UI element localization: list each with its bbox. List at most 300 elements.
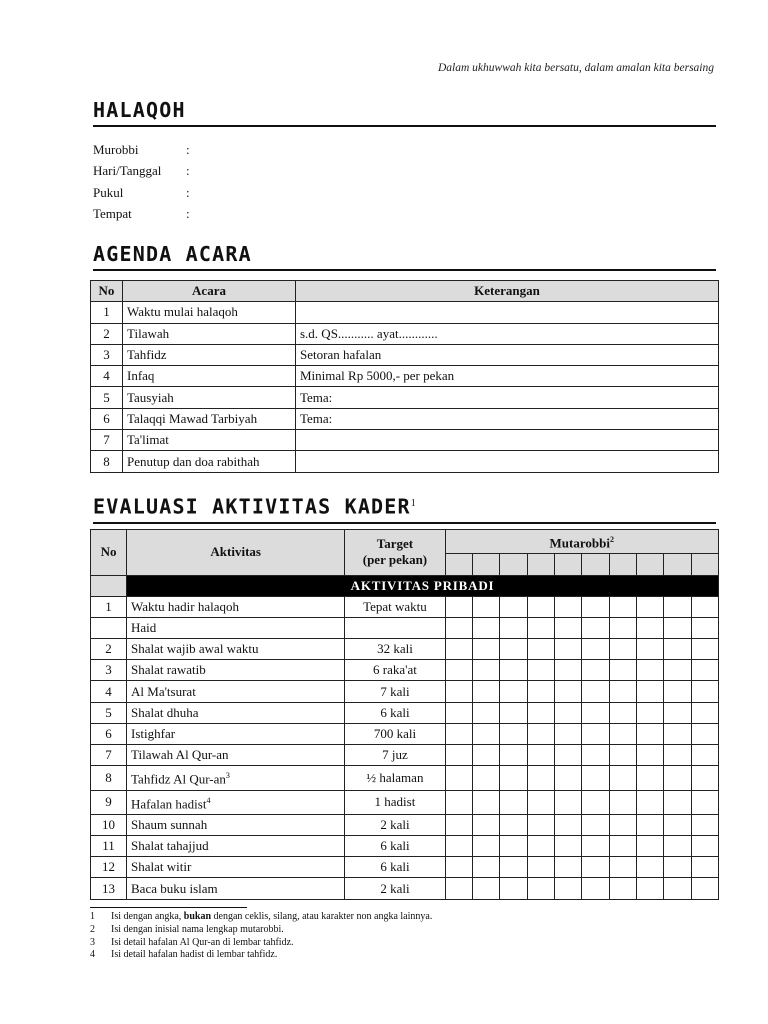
mutarobbi-score-cell[interactable] — [554, 660, 581, 681]
mutarobbi-score-cell[interactable] — [472, 878, 499, 899]
info-colon: : — [186, 206, 190, 222]
mutarobbi-score-cell[interactable] — [527, 681, 554, 702]
mutarobbi-score-cell[interactable] — [554, 857, 581, 878]
agenda-row — [91, 387, 719, 408]
mutarobbi-score-cell[interactable] — [664, 790, 691, 814]
mutarobbi-score-cell[interactable] — [582, 639, 609, 660]
mutarobbi-score-cell[interactable] — [472, 660, 499, 681]
agenda-keterangan — [296, 451, 719, 472]
evaluasi-target: Tepat waktu — [345, 596, 445, 617]
mutarobbi-score-cell[interactable] — [664, 596, 691, 617]
aktivitas-label: Haid — [131, 619, 157, 635]
mutarobbi-score-cell[interactable] — [445, 766, 472, 790]
mutarobbi-score-cell[interactable] — [636, 660, 663, 681]
mutarobbi-score-cell[interactable] — [472, 766, 499, 790]
mutarobbi-header-cell[interactable] — [527, 554, 554, 575]
mutarobbi-score-cell[interactable] — [527, 723, 554, 744]
mutarobbi-score-cell[interactable] — [664, 617, 691, 638]
agenda-keterangan: s.d. QS........... ayat............ — [296, 323, 719, 344]
mutarobbi-score-cell[interactable] — [664, 814, 691, 835]
evaluasi-aktivitas — [127, 617, 345, 638]
footnote — [90, 937, 432, 950]
mutarobbi-score-cell[interactable] — [527, 878, 554, 899]
footnote-text-part: dengan ceklis, silang, atau karakter non angka lainnya. — [211, 911, 433, 922]
mutarobbi-score-cell[interactable] — [527, 596, 554, 617]
mutarobbi-score-cell[interactable] — [636, 596, 663, 617]
mutarobbi-score-cell[interactable] — [609, 836, 636, 857]
mutarobbi-score-cell[interactable] — [472, 596, 499, 617]
mutarobbi-score-cell[interactable] — [636, 681, 663, 702]
mutarobbi-score-cell[interactable] — [664, 857, 691, 878]
evaluasi-no: 12 — [91, 857, 127, 878]
aktivitas-label: Shaum sunnah — [131, 816, 208, 832]
evaluasi-no: 7 — [91, 745, 127, 766]
mutarobbi-score-cell[interactable] — [500, 702, 527, 723]
evaluasi-target: 6 kali — [345, 857, 445, 878]
agenda-title: AGENDA ACARA — [93, 242, 716, 271]
evaluasi-no: 4 — [91, 681, 127, 702]
evaluasi-aktivitas — [127, 857, 345, 878]
mutarobbi-score-cell[interactable] — [609, 857, 636, 878]
info-row-pukul — [93, 182, 196, 204]
evaluasi-aktivitas — [127, 814, 345, 835]
evaluasi-target: 32 kali — [345, 639, 445, 660]
agenda-header-row — [91, 281, 719, 302]
evaluasi-aktivitas — [127, 878, 345, 899]
footnote-emphasis: bukan — [183, 911, 212, 922]
agenda-no: 4 — [91, 366, 123, 387]
footnote-text — [111, 937, 294, 950]
mutarobbi-header-cell[interactable] — [664, 554, 691, 575]
mutarobbi-score-cell[interactable] — [445, 596, 472, 617]
halaqoh-title: HALAQOH — [93, 98, 716, 127]
evaluasi-row — [91, 660, 719, 681]
info-label: Pukul — [93, 184, 124, 200]
mutarobbi-score-cell[interactable] — [554, 681, 581, 702]
info-row-tempat — [93, 204, 196, 226]
mutarobbi-score-cell[interactable] — [554, 617, 581, 638]
mutarobbi-score-cell[interactable] — [636, 857, 663, 878]
info-label: Hari/Tanggal — [93, 163, 162, 179]
evaluasi-no: 8 — [91, 766, 127, 790]
evaluasi-row — [91, 596, 719, 617]
mutarobbi-score-cell[interactable] — [609, 723, 636, 744]
footnote-number: 1 — [90, 911, 95, 922]
mutarobbi-score-cell[interactable] — [472, 790, 499, 814]
agenda-row — [91, 430, 719, 451]
footnote-text — [111, 924, 284, 937]
aktivitas-label: Tilawah Al Qur-an — [131, 747, 229, 763]
tagline: Dalam ukhuwwah kita bersatu, dalam amalan kita bersaing — [438, 62, 714, 74]
mutarobbi-score-cell[interactable] — [472, 639, 499, 660]
mutarobbi-score-cell[interactable] — [500, 836, 527, 857]
mutarobbi-score-cell[interactable] — [609, 878, 636, 899]
mutarobbi-score-cell[interactable] — [445, 790, 472, 814]
evaluasi-no: 3 — [91, 660, 127, 681]
footnote-text — [111, 911, 432, 924]
mutarobbi-header-cell[interactable] — [609, 554, 636, 575]
evaluasi-title-text: EVALUASI AKTIVITAS KADER — [93, 494, 411, 519]
mutarobbi-score-cell[interactable] — [636, 702, 663, 723]
mutarobbi-score-cell[interactable] — [527, 766, 554, 790]
aktivitas-footnote-ref: 3 — [225, 771, 230, 781]
mutarobbi-score-cell[interactable] — [582, 681, 609, 702]
mutarobbi-score-cell[interactable] — [445, 617, 472, 638]
aktivitas-label: Shalat tahajjud — [131, 838, 209, 854]
aktivitas-label: Tahfidz Al Qur-an — [131, 771, 226, 787]
footnote-text — [111, 949, 277, 962]
mutarobbi-score-cell[interactable] — [691, 702, 718, 723]
aktivitas-label: Shalat dhuha — [131, 704, 199, 720]
mutarobbi-score-cell[interactable] — [500, 766, 527, 790]
footnote-text-part: Isi detail hafalan Al Qur-an di lembar tahfidz. — [111, 936, 294, 948]
mutarobbi-header-cell[interactable] — [472, 554, 499, 575]
mutarobbi-score-cell[interactable] — [664, 660, 691, 681]
evaluasi-aktivitas — [127, 596, 345, 617]
evaluasi-no: 9 — [91, 790, 127, 814]
mutarobbi-score-cell[interactable] — [445, 836, 472, 857]
mutarobbi-score-cell[interactable] — [609, 639, 636, 660]
evaluasi-aktivitas — [127, 766, 345, 790]
mutarobbi-score-cell[interactable] — [609, 681, 636, 702]
band-row — [91, 575, 719, 596]
mutarobbi-score-cell[interactable] — [664, 836, 691, 857]
mutarobbi-score-cell[interactable] — [554, 766, 581, 790]
mutarobbi-score-cell[interactable] — [691, 596, 718, 617]
evaluasi-no: 1 — [91, 596, 127, 617]
agenda-row — [91, 302, 719, 323]
evaluasi-target: 6 kali — [345, 836, 445, 857]
mutarobbi-score-cell[interactable] — [472, 857, 499, 878]
agenda-acara: Talaqqi Mawad Tarbiyah — [123, 408, 296, 429]
mutarobbi-score-cell[interactable] — [445, 723, 472, 744]
evaluasi-row — [91, 857, 719, 878]
mutarobbi-score-cell[interactable] — [582, 660, 609, 681]
footnote-number: 4 — [90, 949, 95, 961]
evaluasi-target: 2 kali — [345, 814, 445, 835]
mutarobbi-score-cell[interactable] — [582, 857, 609, 878]
agenda-table — [90, 280, 719, 473]
agenda-row — [91, 408, 719, 429]
aktivitas-label: Istighfar — [131, 725, 176, 741]
evaluasi-aktivitas — [127, 681, 345, 702]
mutarobbi-score-cell[interactable] — [636, 766, 663, 790]
footnote-divider — [90, 907, 247, 908]
evaluasi-target: 1 hadist — [345, 790, 445, 814]
mutarobbi-score-cell[interactable] — [609, 702, 636, 723]
mutarobbi-score-cell[interactable] — [500, 639, 527, 660]
evaluasi-no: 13 — [91, 878, 127, 899]
aktivitas-footnote-ref: 4 — [206, 795, 211, 805]
mutarobbi-score-cell[interactable] — [582, 878, 609, 899]
mutarobbi-footnote-ref: 2 — [609, 535, 614, 544]
mutarobbi-score-cell[interactable] — [664, 681, 691, 702]
evaluasi-row — [91, 617, 719, 638]
mutarobbi-header-cell[interactable] — [582, 554, 609, 575]
agenda-body — [91, 302, 719, 472]
mutarobbi-score-cell[interactable] — [691, 836, 718, 857]
mutarobbi-score-cell[interactable] — [527, 660, 554, 681]
mutarobbi-score-cell[interactable] — [500, 814, 527, 835]
footnote — [90, 949, 432, 962]
mutarobbi-score-cell[interactable] — [636, 723, 663, 744]
evaluasi-row — [91, 681, 719, 702]
mutarobbi-score-cell[interactable] — [527, 745, 554, 766]
info-row-murobbi — [93, 139, 196, 161]
footnote-number: 2 — [90, 923, 95, 935]
agenda-acara: Tahfidz — [123, 344, 296, 365]
evaluasi-aktivitas — [127, 790, 345, 814]
mutarobbi-score-cell[interactable] — [691, 617, 718, 638]
evaluasi-aktivitas — [127, 639, 345, 660]
mutarobbi-header-cell[interactable] — [445, 554, 472, 575]
footnote — [90, 924, 432, 937]
evaluasi-row — [91, 836, 719, 857]
mutarobbi-score-cell[interactable] — [582, 814, 609, 835]
agenda-acara: Penutup dan doa rabithah — [123, 451, 296, 472]
footnote-number: 3 — [90, 936, 95, 948]
mutarobbi-score-cell[interactable] — [691, 790, 718, 814]
mutarobbi-score-cell[interactable] — [582, 790, 609, 814]
mutarobbi-score-cell[interactable] — [445, 745, 472, 766]
evaluasi-no: 6 — [91, 723, 127, 744]
info-colon: : — [186, 163, 190, 179]
mutarobbi-score-cell[interactable] — [691, 878, 718, 899]
mutarobbi-score-cell[interactable] — [527, 814, 554, 835]
col-header-no: No — [91, 530, 127, 576]
aktivitas-label: Baca buku islam — [131, 880, 218, 896]
mutarobbi-score-cell[interactable] — [582, 745, 609, 766]
mutarobbi-score-cell[interactable] — [636, 878, 663, 899]
mutarobbi-score-cell[interactable] — [527, 857, 554, 878]
info-label: Tempat — [93, 206, 132, 222]
agenda-row — [91, 451, 719, 472]
agenda-keterangan: Tema: — [296, 387, 719, 408]
mutarobbi-score-cell[interactable] — [472, 702, 499, 723]
col-header-acara: Acara — [123, 281, 296, 302]
info-row-hari-tanggal — [93, 161, 196, 183]
mutarobbi-score-cell[interactable] — [636, 790, 663, 814]
col-header-no: No — [91, 281, 123, 302]
mutarobbi-score-cell[interactable] — [527, 702, 554, 723]
mutarobbi-score-cell[interactable] — [472, 617, 499, 638]
agenda-row — [91, 323, 719, 344]
mutarobbi-score-cell[interactable] — [500, 617, 527, 638]
mutarobbi-score-cell[interactable] — [609, 617, 636, 638]
aktivitas-label: Hafalan hadist — [131, 795, 207, 811]
col-header-aktivitas: Aktivitas — [127, 530, 345, 576]
mutarobbi-score-cell[interactable] — [664, 723, 691, 744]
mutarobbi-score-cell[interactable] — [527, 639, 554, 660]
evaluasi-title — [93, 492, 716, 524]
evaluasi-no: 5 — [91, 702, 127, 723]
footnote-text-part: Isi dengan angka, — [111, 911, 184, 922]
mutarobbi-score-cell[interactable] — [472, 836, 499, 857]
aktivitas-label: Al Ma'tsurat — [131, 683, 196, 699]
mutarobbi-score-cell[interactable] — [554, 596, 581, 617]
evaluasi-target — [345, 617, 445, 638]
evaluasi-body — [91, 575, 719, 899]
mutarobbi-score-cell[interactable] — [636, 836, 663, 857]
mutarobbi-score-cell[interactable] — [582, 617, 609, 638]
mutarobbi-score-cell[interactable] — [691, 639, 718, 660]
evaluasi-target: 7 juz — [345, 745, 445, 766]
mutarobbi-score-cell[interactable] — [664, 639, 691, 660]
mutarobbi-score-cell[interactable] — [691, 766, 718, 790]
mutarobbi-score-cell[interactable] — [445, 878, 472, 899]
evaluasi-target: ½ halaman — [345, 766, 445, 790]
mutarobbi-score-cell[interactable] — [445, 639, 472, 660]
agenda-no: 2 — [91, 323, 123, 344]
mutarobbi-score-cell[interactable] — [691, 660, 718, 681]
agenda-row — [91, 344, 719, 365]
mutarobbi-score-cell[interactable] — [582, 596, 609, 617]
footnotes — [90, 911, 432, 962]
evaluasi-target: 6 raka'at — [345, 660, 445, 681]
mutarobbi-score-cell[interactable] — [445, 814, 472, 835]
mutarobbi-score-cell[interactable] — [636, 639, 663, 660]
agenda-keterangan — [296, 302, 719, 323]
agenda-acara: Infaq — [123, 366, 296, 387]
mutarobbi-score-cell[interactable] — [609, 745, 636, 766]
mutarobbi-score-cell[interactable] — [445, 702, 472, 723]
evaluasi-row — [91, 639, 719, 660]
mutarobbi-score-cell[interactable] — [472, 723, 499, 744]
info-colon: : — [186, 184, 190, 200]
agenda-row — [91, 366, 719, 387]
agenda-no: 3 — [91, 344, 123, 365]
mutarobbi-score-cell[interactable] — [664, 766, 691, 790]
agenda-keterangan: Minimal Rp 5000,- per pekan — [296, 366, 719, 387]
mutarobbi-score-cell[interactable] — [609, 766, 636, 790]
evaluasi-target: 700 kali — [345, 723, 445, 744]
mutarobbi-score-cell[interactable] — [527, 617, 554, 638]
mutarobbi-score-cell[interactable] — [609, 660, 636, 681]
mutarobbi-header-cell[interactable] — [554, 554, 581, 575]
mutarobbi-score-cell[interactable] — [691, 681, 718, 702]
halaqoh-info — [93, 139, 196, 225]
mutarobbi-score-cell[interactable] — [636, 617, 663, 638]
evaluasi-target: 6 kali — [345, 702, 445, 723]
mutarobbi-score-cell[interactable] — [527, 790, 554, 814]
mutarobbi-score-cell[interactable] — [500, 660, 527, 681]
mutarobbi-score-cell[interactable] — [691, 723, 718, 744]
mutarobbi-score-cell[interactable] — [445, 660, 472, 681]
evaluasi-title-footnote-ref: 1 — [410, 498, 416, 509]
mutarobbi-score-cell[interactable] — [636, 745, 663, 766]
mutarobbi-score-cell[interactable] — [500, 857, 527, 878]
mutarobbi-score-cell[interactable] — [691, 857, 718, 878]
mutarobbi-score-cell[interactable] — [554, 790, 581, 814]
mutarobbi-score-cell[interactable] — [554, 723, 581, 744]
evaluasi-aktivitas — [127, 702, 345, 723]
agenda-keterangan — [296, 430, 719, 451]
mutarobbi-score-cell[interactable] — [472, 814, 499, 835]
mutarobbi-score-cell[interactable] — [582, 766, 609, 790]
evaluasi-row — [91, 814, 719, 835]
mutarobbi-score-cell[interactable] — [691, 814, 718, 835]
info-label: Murobbi — [93, 141, 139, 157]
mutarobbi-score-cell[interactable] — [554, 702, 581, 723]
mutarobbi-score-cell[interactable] — [500, 878, 527, 899]
mutarobbi-score-cell[interactable] — [609, 814, 636, 835]
mutarobbi-score-cell[interactable] — [554, 639, 581, 660]
mutarobbi-score-cell[interactable] — [445, 681, 472, 702]
agenda-acara: Tausyiah — [123, 387, 296, 408]
mutarobbi-header-cell[interactable] — [691, 554, 718, 575]
footnote — [90, 911, 432, 924]
mutarobbi-score-cell[interactable] — [582, 836, 609, 857]
agenda-no: 8 — [91, 451, 123, 472]
evaluasi-row — [91, 766, 719, 790]
evaluasi-aktivitas — [127, 836, 345, 857]
footnote-text-part: Isi detail hafalan hadist di lembar tahfidz. — [111, 949, 278, 961]
col-header-mutarobbi — [445, 530, 718, 554]
mutarobbi-score-cell[interactable] — [472, 745, 499, 766]
mutarobbi-score-cell[interactable] — [554, 836, 581, 857]
mutarobbi-score-cell[interactable] — [500, 745, 527, 766]
mutarobbi-score-cell[interactable] — [500, 596, 527, 617]
agenda-acara: Waktu mulai halaqoh — [123, 302, 296, 323]
mutarobbi-score-cell[interactable] — [445, 857, 472, 878]
evaluasi-row — [91, 702, 719, 723]
evaluasi-target: 2 kali — [345, 878, 445, 899]
agenda-acara: Tilawah — [123, 323, 296, 344]
agenda-acara: Ta'limat — [123, 430, 296, 451]
mutarobbi-score-cell[interactable] — [554, 745, 581, 766]
mutarobbi-score-cell[interactable] — [609, 596, 636, 617]
mutarobbi-header-cell[interactable] — [500, 554, 527, 575]
mutarobbi-score-cell[interactable] — [582, 723, 609, 744]
evaluasi-no: 2 — [91, 639, 127, 660]
mutarobbi-score-cell[interactable] — [554, 814, 581, 835]
mutarobbi-score-cell[interactable] — [664, 878, 691, 899]
mutarobbi-score-cell[interactable] — [664, 702, 691, 723]
aktivitas-label: Shalat rawatib — [131, 662, 206, 678]
evaluasi-target: 7 kali — [345, 681, 445, 702]
info-colon: : — [186, 141, 190, 157]
mutarobbi-label: Mutarobbi — [549, 535, 610, 551]
evaluasi-row — [91, 878, 719, 899]
evaluasi-aktivitas — [127, 723, 345, 744]
mutarobbi-score-cell[interactable] — [527, 836, 554, 857]
mutarobbi-score-cell[interactable] — [554, 878, 581, 899]
mutarobbi-header-cell[interactable] — [636, 554, 663, 575]
mutarobbi-score-cell[interactable] — [500, 723, 527, 744]
evaluasi-table — [90, 529, 719, 900]
mutarobbi-score-cell[interactable] — [472, 681, 499, 702]
mutarobbi-score-cell[interactable] — [636, 814, 663, 835]
evaluasi-no: 11 — [91, 836, 127, 857]
mutarobbi-score-cell[interactable] — [664, 745, 691, 766]
agenda-keterangan: Setoran hafalan — [296, 344, 719, 365]
evaluasi-aktivitas — [127, 660, 345, 681]
band-cell-no — [91, 575, 127, 596]
evaluasi-row — [91, 745, 719, 766]
aktivitas-label: Waktu hadir halaqoh — [131, 598, 239, 614]
col-header-keterangan: Keterangan — [296, 281, 719, 302]
mutarobbi-score-cell[interactable] — [691, 745, 718, 766]
mutarobbi-score-cell[interactable] — [582, 702, 609, 723]
target-header-line1: Target — [376, 536, 414, 552]
mutarobbi-score-cell[interactable] — [500, 790, 527, 814]
footnote-text-part: Isi dengan inisial nama lengkap mutarobbi. — [111, 923, 284, 935]
mutarobbi-score-cell[interactable] — [609, 790, 636, 814]
evaluasi-header-row-1 — [91, 530, 719, 554]
aktivitas-label: Shalat witir — [131, 859, 192, 875]
mutarobbi-score-cell[interactable] — [500, 681, 527, 702]
evaluasi-row — [91, 790, 719, 814]
